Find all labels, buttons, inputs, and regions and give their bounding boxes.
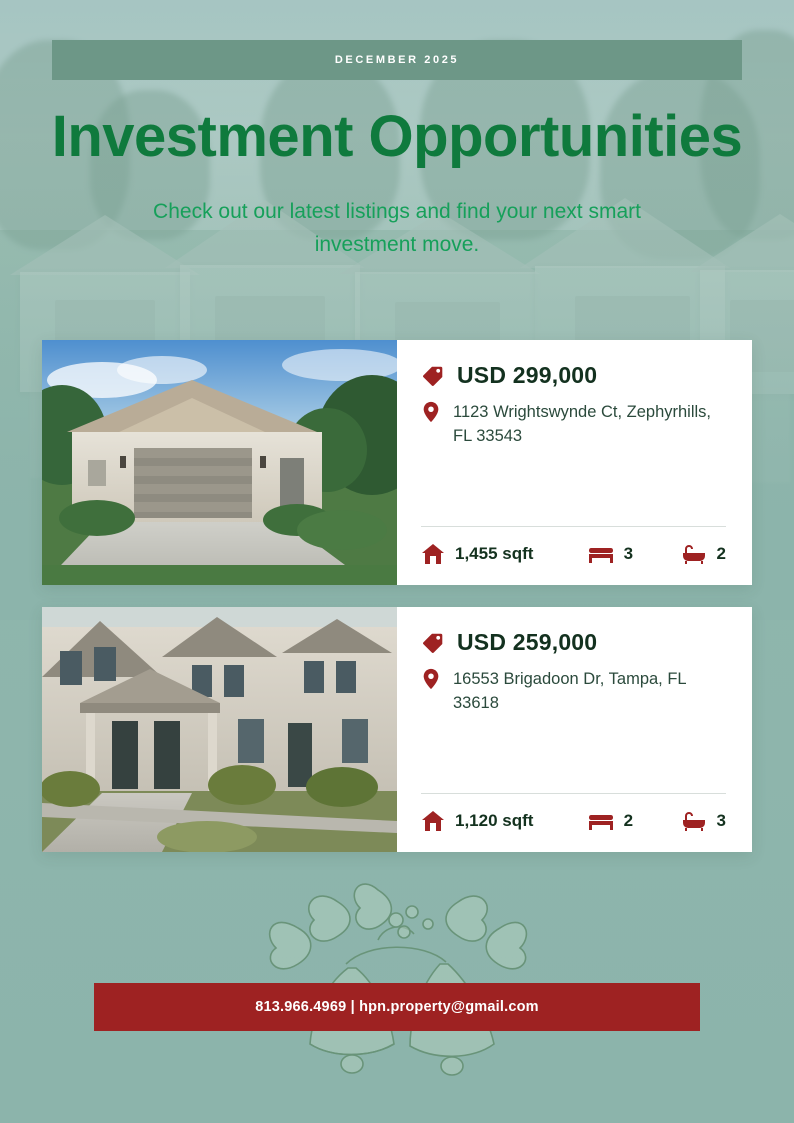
page-title: Investment Opportunities	[51, 104, 743, 169]
details-divider	[421, 526, 726, 527]
price-row	[421, 362, 726, 389]
bed-icon	[588, 811, 614, 831]
map-pin-icon	[421, 668, 441, 690]
stat-sqft	[421, 810, 588, 832]
contact-bar[interactable]	[94, 983, 700, 1031]
contact-text: 813.966.4969 | hpn.property@gmail.com	[255, 999, 539, 1015]
baths-value: 2	[716, 544, 726, 563]
listing-photo	[42, 607, 397, 852]
bed-icon	[588, 544, 614, 564]
listing-card[interactable]	[42, 340, 752, 585]
beds-value: 2	[623, 811, 634, 830]
details-divider	[421, 793, 726, 794]
date-label: DECEMBER 2025	[334, 54, 460, 66]
price-tag-icon	[421, 631, 445, 655]
sqft-value: 1,120 sqft	[455, 811, 534, 830]
house-icon	[421, 810, 445, 832]
baths-value: 3	[716, 811, 726, 830]
listing-card[interactable]	[42, 607, 752, 852]
listing-address: 16553 Brigadoon Dr, Tampa, FL 33618	[453, 670, 686, 712]
stat-beds	[588, 544, 681, 564]
listing-stats	[421, 537, 726, 571]
holly-and-bells-icon	[228, 868, 568, 1093]
bathtub-icon	[681, 544, 707, 564]
listing-address: 1123 Wrightswynde Ct, Zephyrhills, FL 33543	[453, 403, 711, 445]
map-pin-icon	[421, 401, 441, 423]
price-row	[421, 629, 726, 656]
page-subtitle: Check out our latest listings and find your next smart investment move.	[153, 200, 641, 256]
beds-value: 3	[623, 544, 634, 563]
bathtub-icon	[681, 811, 707, 831]
address-row	[421, 668, 726, 716]
stat-sqft	[421, 543, 588, 565]
price-tag-icon	[421, 364, 445, 388]
address-row	[421, 401, 726, 449]
date-band	[52, 40, 742, 80]
stat-beds	[588, 811, 681, 831]
house-icon	[421, 543, 445, 565]
listing-photo	[42, 340, 397, 585]
listing-stats	[421, 804, 726, 838]
listing-details	[397, 340, 752, 585]
stat-baths	[681, 544, 726, 564]
sqft-value: 1,455 sqft	[455, 544, 534, 563]
listing-price: USD 299,000	[457, 362, 598, 388]
listing-price: USD 259,000	[457, 629, 598, 655]
listing-details	[397, 607, 752, 852]
stat-baths	[681, 811, 726, 831]
